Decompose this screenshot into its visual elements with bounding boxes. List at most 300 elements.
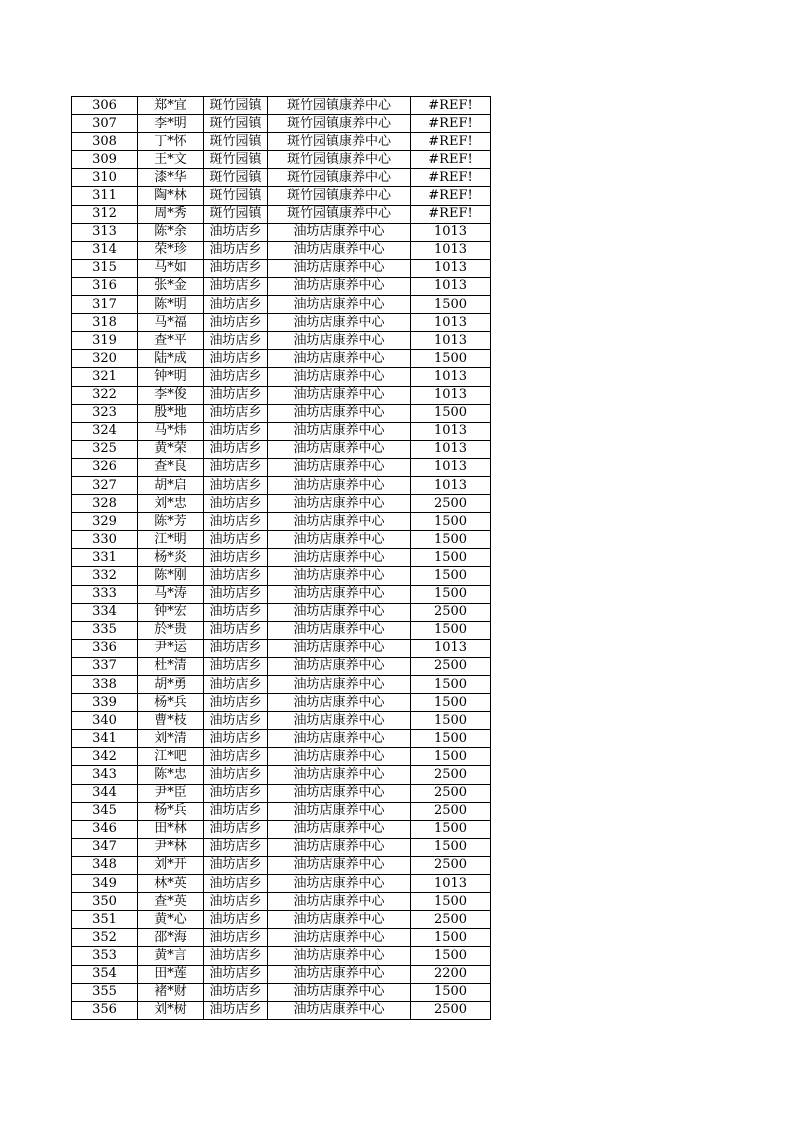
name-cell: 田*莲 xyxy=(138,965,204,983)
township-cell: 油坊店乡 xyxy=(204,911,268,929)
amount-cell: 2500 xyxy=(411,766,491,784)
name-cell: 李*俊 xyxy=(138,386,204,404)
township-cell: 油坊店乡 xyxy=(204,694,268,712)
name-cell: 荣*珍 xyxy=(138,241,204,259)
center-cell: 斑竹园镇康养中心 xyxy=(268,133,411,151)
name-cell: 陆*成 xyxy=(138,350,204,368)
township-cell: 油坊店乡 xyxy=(204,820,268,838)
center-cell: 油坊店康养中心 xyxy=(268,458,411,476)
amount-cell: 1013 xyxy=(411,476,491,494)
township-cell: 油坊店乡 xyxy=(204,639,268,657)
township-cell: 油坊店乡 xyxy=(204,314,268,332)
township-cell: 油坊店乡 xyxy=(204,856,268,874)
name-cell: 陈*余 xyxy=(138,223,204,241)
table-row xyxy=(72,513,491,531)
center-cell: 油坊店康养中心 xyxy=(268,296,411,314)
name-cell: 田*林 xyxy=(138,820,204,838)
amount-cell: #REF! xyxy=(411,151,491,169)
amount-cell: 1013 xyxy=(411,259,491,277)
table-row xyxy=(72,911,491,929)
township-cell: 油坊店乡 xyxy=(204,657,268,675)
township-cell: 油坊店乡 xyxy=(204,296,268,314)
name-cell: 黄*心 xyxy=(138,911,204,929)
table-row xyxy=(72,603,491,621)
amount-cell: 2500 xyxy=(411,603,491,621)
amount-cell: 2500 xyxy=(411,784,491,802)
center-cell: 油坊店康养中心 xyxy=(268,314,411,332)
table-row xyxy=(72,205,491,223)
amount-cell: 2500 xyxy=(411,802,491,820)
center-cell: 油坊店康养中心 xyxy=(268,947,411,965)
township-cell: 油坊店乡 xyxy=(204,621,268,639)
amount-cell: 1500 xyxy=(411,296,491,314)
amount-cell: 1500 xyxy=(411,820,491,838)
name-cell: 杨*兵 xyxy=(138,802,204,820)
center-cell: 油坊店康养中心 xyxy=(268,549,411,567)
amount-cell: 1500 xyxy=(411,983,491,1001)
center-cell: 油坊店康养中心 xyxy=(268,676,411,694)
center-cell: 油坊店康养中心 xyxy=(268,639,411,657)
name-cell: 刘*清 xyxy=(138,730,204,748)
row-number-cell: 336 xyxy=(72,639,138,657)
name-cell: 林*英 xyxy=(138,875,204,893)
amount-cell: 1013 xyxy=(411,241,491,259)
row-number-cell: 310 xyxy=(72,169,138,187)
row-number-cell: 338 xyxy=(72,676,138,694)
amount-cell: 1500 xyxy=(411,748,491,766)
table-row xyxy=(72,350,491,368)
township-cell: 油坊店乡 xyxy=(204,458,268,476)
center-cell: 油坊店康养中心 xyxy=(268,893,411,911)
name-cell: 胡*启 xyxy=(138,476,204,494)
table-row xyxy=(72,730,491,748)
table-row xyxy=(72,657,491,675)
table-row xyxy=(72,277,491,295)
name-cell: 丁*怀 xyxy=(138,133,204,151)
amount-cell: 1500 xyxy=(411,585,491,603)
township-cell: 油坊店乡 xyxy=(204,422,268,440)
name-cell: 张*金 xyxy=(138,277,204,295)
center-cell: 斑竹园镇康养中心 xyxy=(268,97,411,115)
name-cell: 陶*林 xyxy=(138,187,204,205)
name-cell: 王*文 xyxy=(138,151,204,169)
name-cell: 钟*宏 xyxy=(138,603,204,621)
row-number-cell: 309 xyxy=(72,151,138,169)
amount-cell: 1013 xyxy=(411,368,491,386)
center-cell: 油坊店康养中心 xyxy=(268,332,411,350)
row-number-cell: 352 xyxy=(72,929,138,947)
name-cell: 马*涛 xyxy=(138,585,204,603)
amount-cell: 1013 xyxy=(411,875,491,893)
row-number-cell: 345 xyxy=(72,802,138,820)
center-cell: 油坊店康养中心 xyxy=(268,513,411,531)
row-number-cell: 330 xyxy=(72,531,138,549)
name-cell: 查*平 xyxy=(138,332,204,350)
row-number-cell: 355 xyxy=(72,983,138,1001)
table-row xyxy=(72,97,491,115)
amount-cell: 1500 xyxy=(411,513,491,531)
row-number-cell: 347 xyxy=(72,838,138,856)
center-cell: 油坊店康养中心 xyxy=(268,911,411,929)
center-cell: 油坊店康养中心 xyxy=(268,929,411,947)
row-number-cell: 342 xyxy=(72,748,138,766)
township-cell: 斑竹园镇 xyxy=(204,115,268,133)
row-number-cell: 323 xyxy=(72,404,138,422)
name-cell: 漆*华 xyxy=(138,169,204,187)
table-row xyxy=(72,476,491,494)
center-cell: 斑竹园镇康养中心 xyxy=(268,151,411,169)
name-cell: 尹*林 xyxy=(138,838,204,856)
name-cell: 褚*财 xyxy=(138,983,204,1001)
amount-cell: 2500 xyxy=(411,911,491,929)
row-number-cell: 333 xyxy=(72,585,138,603)
center-cell: 油坊店康养中心 xyxy=(268,531,411,549)
table-row xyxy=(72,151,491,169)
amount-cell: 2500 xyxy=(411,1001,491,1019)
township-cell: 油坊店乡 xyxy=(204,676,268,694)
row-number-cell: 354 xyxy=(72,965,138,983)
amount-cell: 1500 xyxy=(411,549,491,567)
center-cell: 油坊店康养中心 xyxy=(268,277,411,295)
name-cell: 马*炜 xyxy=(138,422,204,440)
township-cell: 斑竹园镇 xyxy=(204,205,268,223)
table-row xyxy=(72,784,491,802)
table-row xyxy=(72,856,491,874)
table-row xyxy=(72,875,491,893)
row-number-cell: 343 xyxy=(72,766,138,784)
center-cell: 油坊店康养中心 xyxy=(268,241,411,259)
table-row xyxy=(72,567,491,585)
row-number-cell: 319 xyxy=(72,332,138,350)
name-cell: 马*福 xyxy=(138,314,204,332)
center-cell: 油坊店康养中心 xyxy=(268,875,411,893)
name-cell: 曹*枝 xyxy=(138,712,204,730)
center-cell: 斑竹园镇康养中心 xyxy=(268,169,411,187)
township-cell: 油坊店乡 xyxy=(204,223,268,241)
row-number-cell: 314 xyxy=(72,241,138,259)
row-number-cell: 344 xyxy=(72,784,138,802)
name-cell: 刘*开 xyxy=(138,856,204,874)
center-cell: 油坊店康养中心 xyxy=(268,350,411,368)
table-row xyxy=(72,259,491,277)
row-number-cell: 348 xyxy=(72,856,138,874)
row-number-cell: 313 xyxy=(72,223,138,241)
township-cell: 斑竹园镇 xyxy=(204,169,268,187)
township-cell: 油坊店乡 xyxy=(204,549,268,567)
center-cell: 斑竹园镇康养中心 xyxy=(268,205,411,223)
name-cell: 杜*清 xyxy=(138,657,204,675)
name-cell: 江*吧 xyxy=(138,748,204,766)
name-cell: 杨*兵 xyxy=(138,694,204,712)
township-cell: 油坊店乡 xyxy=(204,1001,268,1019)
township-cell: 油坊店乡 xyxy=(204,440,268,458)
amount-cell: 1500 xyxy=(411,947,491,965)
table-row xyxy=(72,585,491,603)
amount-cell: 1013 xyxy=(411,458,491,476)
township-cell: 油坊店乡 xyxy=(204,748,268,766)
center-cell: 斑竹园镇康养中心 xyxy=(268,115,411,133)
row-number-cell: 331 xyxy=(72,549,138,567)
center-cell: 油坊店康养中心 xyxy=(268,730,411,748)
center-cell: 油坊店康养中心 xyxy=(268,983,411,1001)
amount-cell: 1013 xyxy=(411,332,491,350)
row-number-cell: 350 xyxy=(72,893,138,911)
township-cell: 油坊店乡 xyxy=(204,531,268,549)
township-cell: 油坊店乡 xyxy=(204,965,268,983)
amount-cell: 1500 xyxy=(411,730,491,748)
township-cell: 油坊店乡 xyxy=(204,730,268,748)
table-row xyxy=(72,893,491,911)
township-cell: 油坊店乡 xyxy=(204,495,268,513)
table-row xyxy=(72,187,491,205)
township-cell: 油坊店乡 xyxy=(204,332,268,350)
center-cell: 油坊店康养中心 xyxy=(268,820,411,838)
amount-cell: 1013 xyxy=(411,277,491,295)
row-number-cell: 341 xyxy=(72,730,138,748)
table-row xyxy=(72,241,491,259)
township-cell: 油坊店乡 xyxy=(204,983,268,1001)
township-cell: 油坊店乡 xyxy=(204,875,268,893)
name-cell: 查*良 xyxy=(138,458,204,476)
center-cell: 油坊店康养中心 xyxy=(268,368,411,386)
amount-cell: 1500 xyxy=(411,404,491,422)
row-number-cell: 346 xyxy=(72,820,138,838)
center-cell: 油坊店康养中心 xyxy=(268,784,411,802)
amount-cell: #REF! xyxy=(411,115,491,133)
row-number-cell: 312 xyxy=(72,205,138,223)
amount-cell: 2500 xyxy=(411,657,491,675)
township-cell: 油坊店乡 xyxy=(204,838,268,856)
row-number-cell: 308 xyxy=(72,133,138,151)
township-cell: 油坊店乡 xyxy=(204,567,268,585)
row-number-cell: 356 xyxy=(72,1001,138,1019)
row-number-cell: 351 xyxy=(72,911,138,929)
name-cell: 李*明 xyxy=(138,115,204,133)
table-row xyxy=(72,549,491,567)
row-number-cell: 329 xyxy=(72,513,138,531)
row-number-cell: 306 xyxy=(72,97,138,115)
row-number-cell: 328 xyxy=(72,495,138,513)
table-row xyxy=(72,386,491,404)
amount-cell: #REF! xyxy=(411,187,491,205)
township-cell: 油坊店乡 xyxy=(204,277,268,295)
row-number-cell: 320 xyxy=(72,350,138,368)
amount-cell: 2500 xyxy=(411,495,491,513)
name-cell: 江*明 xyxy=(138,531,204,549)
center-cell: 油坊店康养中心 xyxy=(268,694,411,712)
township-cell: 油坊店乡 xyxy=(204,929,268,947)
amount-cell: #REF! xyxy=(411,133,491,151)
township-cell: 斑竹园镇 xyxy=(204,151,268,169)
table-row xyxy=(72,133,491,151)
township-cell: 油坊店乡 xyxy=(204,603,268,621)
name-cell: 钟*明 xyxy=(138,368,204,386)
name-cell: 殷*地 xyxy=(138,404,204,422)
center-cell: 油坊店康养中心 xyxy=(268,386,411,404)
table-row xyxy=(72,495,491,513)
name-cell: 尹*运 xyxy=(138,639,204,657)
row-number-cell: 332 xyxy=(72,567,138,585)
table-row xyxy=(72,802,491,820)
amount-cell: 1500 xyxy=(411,929,491,947)
table-row xyxy=(72,368,491,386)
name-cell: 马*如 xyxy=(138,259,204,277)
table-row xyxy=(72,712,491,730)
center-cell: 油坊店康养中心 xyxy=(268,657,411,675)
center-cell: 斑竹园镇康养中心 xyxy=(268,187,411,205)
township-cell: 油坊店乡 xyxy=(204,766,268,784)
amount-cell: 1500 xyxy=(411,567,491,585)
row-number-cell: 315 xyxy=(72,259,138,277)
name-cell: 杨*炎 xyxy=(138,549,204,567)
name-cell: 周*秀 xyxy=(138,205,204,223)
township-cell: 油坊店乡 xyxy=(204,893,268,911)
row-number-cell: 339 xyxy=(72,694,138,712)
table-row xyxy=(72,748,491,766)
table-row xyxy=(72,838,491,856)
center-cell: 油坊店康养中心 xyxy=(268,766,411,784)
amount-cell: 2500 xyxy=(411,856,491,874)
row-number-cell: 311 xyxy=(72,187,138,205)
table-row xyxy=(72,929,491,947)
center-cell: 油坊店康养中心 xyxy=(268,440,411,458)
row-number-cell: 327 xyxy=(72,476,138,494)
table-row xyxy=(72,531,491,549)
amount-cell: 1500 xyxy=(411,694,491,712)
table-row xyxy=(72,621,491,639)
name-cell: 查*英 xyxy=(138,893,204,911)
table-row xyxy=(72,332,491,350)
amount-cell: #REF! xyxy=(411,97,491,115)
center-cell: 油坊店康养中心 xyxy=(268,495,411,513)
row-number-cell: 307 xyxy=(72,115,138,133)
amount-cell: 1013 xyxy=(411,639,491,657)
name-cell: 陈*明 xyxy=(138,296,204,314)
table-row xyxy=(72,404,491,422)
name-cell: 邵*海 xyxy=(138,929,204,947)
table-row xyxy=(72,223,491,241)
amount-cell: 1013 xyxy=(411,386,491,404)
table-row xyxy=(72,422,491,440)
center-cell: 油坊店康养中心 xyxy=(268,422,411,440)
amount-cell: 1500 xyxy=(411,350,491,368)
table-body xyxy=(72,97,491,1020)
center-cell: 油坊店康养中心 xyxy=(268,476,411,494)
center-cell: 油坊店康养中心 xyxy=(268,802,411,820)
row-number-cell: 321 xyxy=(72,368,138,386)
amount-cell: #REF! xyxy=(411,205,491,223)
row-number-cell: 353 xyxy=(72,947,138,965)
center-cell: 油坊店康养中心 xyxy=(268,712,411,730)
township-cell: 油坊店乡 xyxy=(204,476,268,494)
table-row xyxy=(72,458,491,476)
table-row xyxy=(72,766,491,784)
table-row xyxy=(72,965,491,983)
row-number-cell: 337 xyxy=(72,657,138,675)
table-row xyxy=(72,639,491,657)
data-table xyxy=(71,96,491,1020)
name-cell: 胡*勇 xyxy=(138,676,204,694)
center-cell: 油坊店康养中心 xyxy=(268,259,411,277)
row-number-cell: 325 xyxy=(72,440,138,458)
table-row xyxy=(72,1001,491,1019)
township-cell: 斑竹园镇 xyxy=(204,97,268,115)
name-cell: 陈*芳 xyxy=(138,513,204,531)
row-number-cell: 335 xyxy=(72,621,138,639)
amount-cell: 1013 xyxy=(411,223,491,241)
table-row xyxy=(72,314,491,332)
amount-cell: 1500 xyxy=(411,893,491,911)
township-cell: 油坊店乡 xyxy=(204,802,268,820)
name-cell: 陈*忠 xyxy=(138,766,204,784)
row-number-cell: 317 xyxy=(72,296,138,314)
table-row xyxy=(72,983,491,1001)
center-cell: 油坊店康养中心 xyxy=(268,223,411,241)
amount-cell: 1013 xyxy=(411,422,491,440)
row-number-cell: 349 xyxy=(72,875,138,893)
table-row xyxy=(72,296,491,314)
amount-cell: 1500 xyxy=(411,621,491,639)
township-cell: 油坊店乡 xyxy=(204,784,268,802)
table-row xyxy=(72,947,491,965)
township-cell: 斑竹园镇 xyxy=(204,133,268,151)
amount-cell: 1500 xyxy=(411,712,491,730)
center-cell: 油坊店康养中心 xyxy=(268,603,411,621)
name-cell: 陈*刚 xyxy=(138,567,204,585)
township-cell: 油坊店乡 xyxy=(204,386,268,404)
center-cell: 油坊店康养中心 xyxy=(268,748,411,766)
center-cell: 油坊店康养中心 xyxy=(268,856,411,874)
township-cell: 油坊店乡 xyxy=(204,513,268,531)
name-cell: 刘*忠 xyxy=(138,495,204,513)
name-cell: 於*贵 xyxy=(138,621,204,639)
township-cell: 油坊店乡 xyxy=(204,259,268,277)
amount-cell: 1013 xyxy=(411,440,491,458)
center-cell: 油坊店康养中心 xyxy=(268,621,411,639)
township-cell: 油坊店乡 xyxy=(204,947,268,965)
name-cell: 黄*言 xyxy=(138,947,204,965)
center-cell: 油坊店康养中心 xyxy=(268,965,411,983)
table-row xyxy=(72,115,491,133)
table-row xyxy=(72,169,491,187)
row-number-cell: 340 xyxy=(72,712,138,730)
center-cell: 油坊店康养中心 xyxy=(268,1001,411,1019)
township-cell: 斑竹园镇 xyxy=(204,187,268,205)
township-cell: 油坊店乡 xyxy=(204,712,268,730)
township-cell: 油坊店乡 xyxy=(204,350,268,368)
row-number-cell: 334 xyxy=(72,603,138,621)
table-row xyxy=(72,694,491,712)
center-cell: 油坊店康养中心 xyxy=(268,567,411,585)
row-number-cell: 318 xyxy=(72,314,138,332)
amount-cell: 1013 xyxy=(411,314,491,332)
table-row xyxy=(72,820,491,838)
amount-cell: 2200 xyxy=(411,965,491,983)
center-cell: 油坊店康养中心 xyxy=(268,404,411,422)
township-cell: 油坊店乡 xyxy=(204,368,268,386)
center-cell: 油坊店康养中心 xyxy=(268,585,411,603)
row-number-cell: 322 xyxy=(72,386,138,404)
name-cell: 尹*臣 xyxy=(138,784,204,802)
township-cell: 油坊店乡 xyxy=(204,241,268,259)
township-cell: 油坊店乡 xyxy=(204,404,268,422)
center-cell: 油坊店康养中心 xyxy=(268,838,411,856)
name-cell: 黄*荣 xyxy=(138,440,204,458)
name-cell: 郑*宜 xyxy=(138,97,204,115)
table-row xyxy=(72,676,491,694)
table-row xyxy=(72,440,491,458)
name-cell: 刘*树 xyxy=(138,1001,204,1019)
